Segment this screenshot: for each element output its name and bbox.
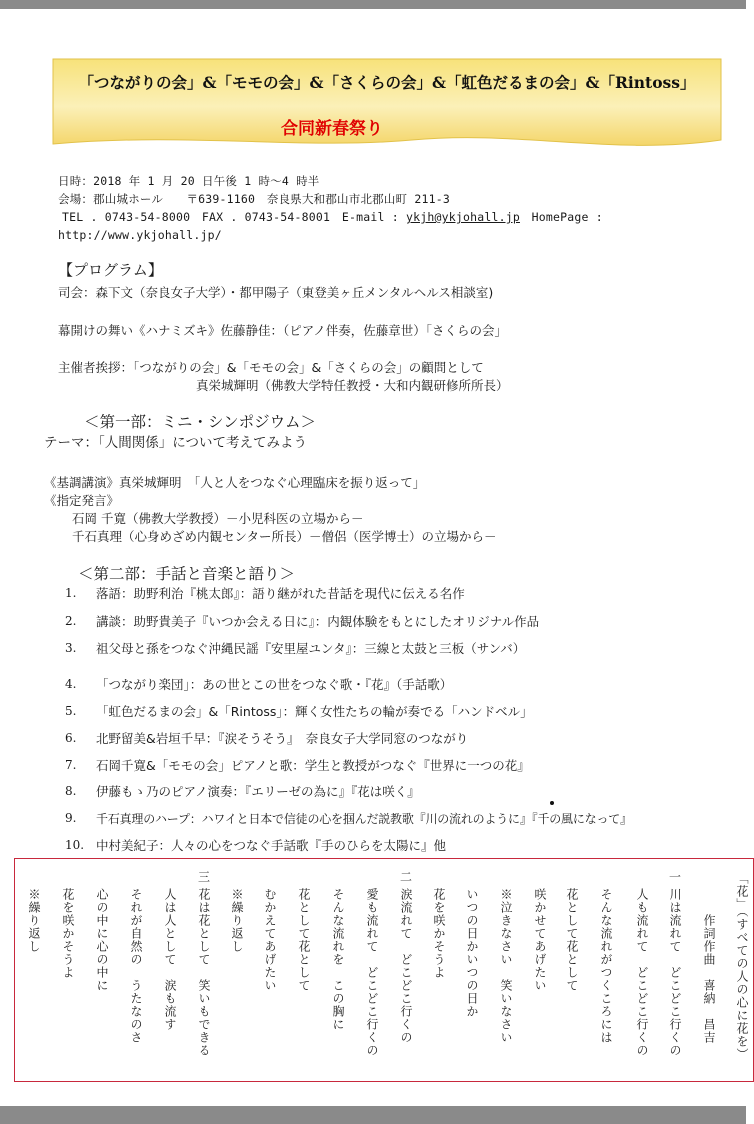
part1-speaker2: 千石真理（心身めざめ内観センター所長）－僧侶（医学博士）の立場から－ bbox=[72, 529, 497, 544]
list-item: 「虹色だるまの会」&「Rintoss」：輝く女性たちの輪が奏でる「ハンドベル」 bbox=[96, 704, 533, 719]
list-item-number: 8. bbox=[65, 784, 77, 798]
lyrics-line: 花を咲かそうよ bbox=[432, 888, 446, 979]
list-item: 講談：助野貴美子『いつか会える日に』：内観体験をもとにしたオリジナル作品 bbox=[96, 614, 540, 629]
homepage-url[interactable]: http://www.ykjohall.jp/ bbox=[58, 228, 222, 242]
list-item-number: 9. bbox=[65, 811, 77, 825]
list-item: 石岡千寛&「モモの会」ピアノと歌：学生と教授がつなぐ『世界に一つの花』 bbox=[96, 758, 530, 773]
lyrics-line: 人も流れて どこどこ行くの bbox=[635, 888, 649, 1057]
event-contact bbox=[62, 209, 603, 225]
list-item: 千石真理のハープ：ハワイと日本で信徒の心を掴んだ説教歌『川の流れのように』『千の風になって』 bbox=[96, 812, 632, 826]
lyrics-line: そんな流れを この胸に bbox=[331, 888, 345, 1031]
banner-subtitle: 合同新春祭り bbox=[281, 119, 383, 139]
program-mc: 司会：森下文（奈良女子大学）・都甲陽子（東登美ヶ丘メンタルヘルス相談室) bbox=[58, 285, 494, 300]
lyrics-line: そんな流れがつくころには bbox=[599, 888, 613, 1044]
lyrics-line: 咲かせてあげたい bbox=[533, 888, 547, 992]
list-item-number: 5. bbox=[65, 704, 77, 718]
lyrics-line: 川は流れて どこどこ行くの bbox=[668, 888, 682, 1057]
verse-number: 三 bbox=[198, 870, 211, 884]
list-item: 落語：助野利治『桃太郎』：語り継がれた昔話を現代に伝える名作 bbox=[96, 586, 465, 601]
part1-keynote: 《基調講演》真栄城輝明 「人と人をつなぐ心理臨床を振り返って」 bbox=[44, 475, 426, 490]
lyrics-line: ※繰り返し bbox=[27, 888, 41, 953]
program-greeting-line1: 主催者挨拶：「つながりの会」&「モモの会」&「さくらの会」の顧問として bbox=[58, 360, 484, 375]
bottom-frame-bar bbox=[0, 1106, 746, 1124]
list-item-number: 2. bbox=[65, 614, 77, 628]
event-date: 日時：2018 年 1 月 20 日午後 1 時～4 時半 bbox=[58, 174, 320, 188]
homepage-label: HomePage : bbox=[519, 210, 603, 224]
verse-number: 二 bbox=[400, 870, 413, 884]
lyrics-line: 涙流れて どこどこ行くの bbox=[399, 888, 413, 1044]
list-item: 北野留美&岩垣千早：『涙そうそう』 奈良女子大学同窓のつながり bbox=[96, 731, 469, 746]
lyrics-line: 花として花として bbox=[565, 888, 579, 992]
program-opening: 幕開けの舞い《ハナミズキ》佐藤静佳：（ピアノ伴奏，佐藤章世）「さくらの会」 bbox=[58, 323, 508, 338]
list-item: 伊藤もゝ乃のピアノ演奏：『エリーゼの為に』『花は咲く』 bbox=[96, 784, 420, 799]
lyrics-line: むかえてあげたい bbox=[263, 888, 277, 992]
top-frame-bar bbox=[0, 0, 746, 9]
banner-title: 「つながりの会」&「モモの会」&「さくらの会」&「虹色だるまの会」&「Rintoss」 bbox=[78, 73, 696, 92]
part1-speaker1: 石岡 千寛（佛教大学教授）－小児科医の立場から－ bbox=[72, 511, 364, 526]
list-item-number: 4. bbox=[65, 677, 77, 691]
list-item-number: 7. bbox=[65, 758, 77, 772]
program-greeting-line2: 真栄城輝明（佛教大学特任教授・大和内観研修所所長） bbox=[196, 378, 509, 393]
list-item: 中村美紀子：人々の心をつなぐ手話歌『手のひらを太陽に』他 bbox=[96, 838, 447, 853]
lyrics-credit: 作詞作曲 喜納 昌吉 bbox=[702, 914, 716, 1044]
stray-dot bbox=[550, 801, 554, 805]
lyrics-line: ※繰り返し bbox=[230, 888, 244, 953]
title-banner bbox=[52, 58, 722, 152]
list-item-number: 6. bbox=[65, 731, 77, 745]
list-item-number: 10. bbox=[65, 838, 85, 852]
lyrics-line: 人は人として 涙も流す bbox=[163, 888, 177, 1031]
lyrics-line: 愛も流れて どこどこ行くの bbox=[365, 888, 379, 1057]
lyrics-title: 「花」（すべての人の心に花を） bbox=[735, 872, 749, 1061]
list-item-number: 1. bbox=[65, 586, 77, 600]
event-venue: 会場：郡山城ホール 〒639-1160 奈良県大和郡山市北郡山町 211-3 bbox=[58, 192, 450, 206]
verse-number: 一 bbox=[669, 870, 682, 884]
lyrics-line: 花は花として 笑いもできる bbox=[197, 888, 211, 1057]
lyrics-line: 心の中に心の中に bbox=[95, 888, 109, 992]
part1-heading: ＜第一部：ミニ・シンポジウム＞ bbox=[84, 413, 316, 431]
lyrics-line: 花として花として bbox=[297, 888, 311, 992]
part1-designated: 《指定発言》 bbox=[44, 493, 120, 508]
part2-heading: ＜第二部：手話と音楽と語り＞ bbox=[78, 565, 296, 583]
part1-theme: テーマ：「人間関係」について考えてみよう bbox=[44, 435, 307, 451]
lyrics-line: 花を咲かそうよ bbox=[61, 888, 75, 979]
lyrics-line: ※泣きなさい 笑いなさい bbox=[499, 888, 513, 1044]
lyrics-line: それが自然の うたなのさ bbox=[129, 888, 143, 1044]
list-item: 「つながり楽団」：あの世とこの世をつなぐ歌・『花』（手話歌） bbox=[96, 677, 453, 692]
email-link[interactable]: ykjh@ykjohall.jp bbox=[405, 210, 520, 224]
contact-phone-fax: TEL . 0743-54-8000 FAX . 0743-54-8001 E-mail : bbox=[62, 210, 406, 224]
program-heading: 【プログラム】 bbox=[58, 261, 163, 279]
lyrics-line: いつの日かいつの日か bbox=[465, 888, 479, 1018]
list-item: 祖父母と孫をつなぐ沖縄民謡『安里屋ユンタ』：三線と太鼓と三板（サンバ） bbox=[96, 641, 526, 656]
list-item-number: 3. bbox=[65, 641, 77, 655]
